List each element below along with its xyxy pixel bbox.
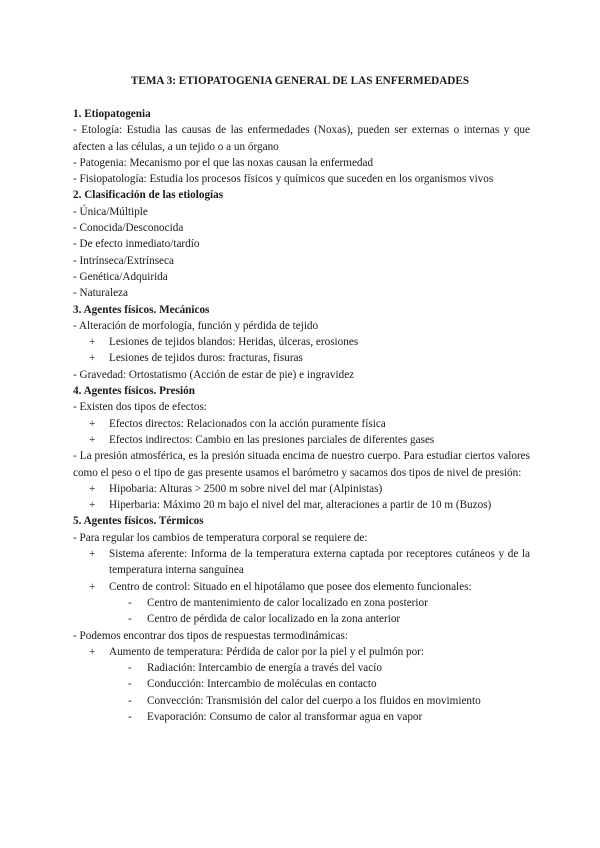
paragraph: - Intrínseca/Extrínseca	[73, 254, 174, 267]
plus-bullet-icon: +	[89, 499, 96, 512]
sub-bullet-item	[73, 709, 530, 725]
bullet-text: Centro de pérdida de calor localizado en la zona anterior	[147, 613, 401, 626]
bullet-text: Hiperbaria: Máximo 20 m bajo el nivel del mar, alteraciones a partir de 10 m (Buzos)	[109, 499, 492, 512]
bullet-item	[73, 644, 530, 660]
bullet-item	[73, 481, 530, 497]
bullet-text: Efectos directos: Relacionados con la acción puramente física	[109, 417, 386, 430]
paragraph: - Naturaleza	[73, 287, 128, 300]
section-heading: 1. Etiopatogenia	[73, 108, 151, 120]
bullet-text: Lesiones de tejidos blandos: Heridas, úlceras, erosiones	[109, 336, 359, 349]
sub-bullet-item	[73, 660, 530, 676]
bullet-item	[73, 546, 530, 579]
bullet-item	[73, 497, 530, 513]
bullet-text: Hipobaria: Alturas > 2500 m sobre nivel del mar (Alpinistas)	[109, 482, 383, 495]
bullet-item	[73, 432, 530, 448]
document-body	[73, 106, 530, 725]
plus-bullet-icon: +	[89, 645, 96, 658]
paragraph: - De efecto inmediato/tardío	[73, 238, 200, 251]
bullet-item	[73, 416, 530, 432]
bullet-item	[73, 579, 530, 595]
dash-bullet-icon: -	[128, 596, 132, 609]
sub-bullet-item	[73, 611, 530, 627]
paragraph: - Única/Múltiple	[73, 205, 148, 218]
paragraph: - Fisiopatología: Estudia los procesos físicos y químicos que suceden en los organismos vivos	[73, 173, 494, 186]
bullet-text: Evaporación: Consumo de calor al transformar agua en vapor	[147, 710, 423, 723]
paragraph: - Existen dos tipos de efectos:	[73, 401, 207, 414]
bullet-text: Centro de mantenimiento de calor localizado en zona posterior	[147, 596, 428, 609]
paragraph: - Podemos encontrar dos tipos de respuestas termodinámicas:	[73, 629, 348, 642]
bullet-text: Lesiones de tejidos duros: fracturas, fisuras	[109, 352, 303, 365]
dash-bullet-icon: -	[128, 694, 132, 707]
dash-bullet-icon: -	[128, 678, 132, 691]
paragraph: - Genética/Adquirida	[73, 270, 168, 283]
sub-bullet-item	[73, 676, 530, 692]
plus-bullet-icon: +	[89, 580, 96, 593]
paragraph: - La presión atmosférica, es la presión situada encima de nuestro cuerpo. Para estudiar ciertos valores como el peso o el tipo de gas presente usamos el barómetro y sacamos dos tipos de nivel de presión:	[73, 450, 530, 479]
bullet-text: Radiación: Intercambio de energía a través del vacío	[147, 662, 382, 675]
paragraph: - Patogenia: Mecanismo por el que las noxas causan la enfermedad	[73, 156, 374, 169]
dash-bullet-icon: -	[128, 613, 132, 626]
paragraph: - Etología: Estudia las causas de las enfermedades (Noxas), pueden ser externas o internas y que afecten a las células, a un tejido o a un órgano	[73, 124, 530, 153]
plus-bullet-icon: +	[89, 548, 96, 561]
section-heading: 3. Agentes físicos. Mecánicos	[73, 303, 210, 316]
dash-bullet-icon: -	[128, 662, 132, 675]
bullet-item	[73, 350, 530, 366]
paragraph: - Alteración de morfología, función y pérdida de tejido	[73, 319, 319, 332]
plus-bullet-icon: +	[89, 433, 96, 446]
section-heading: 4. Agentes físicos. Presión	[73, 385, 195, 398]
plus-bullet-icon: +	[89, 352, 96, 365]
paragraph: - Para regular los cambios de temperatura corporal se requiere de:	[73, 531, 368, 544]
document-title: TEMA 3: ETIOPATOGENIA GENERAL DE LAS ENFERMEDADES	[130, 75, 470, 87]
bullet-text: Efectos indirectos: Cambio en las presiones parciales de diferentes gases	[109, 433, 435, 446]
bullet-text: Aumento de temperatura: Pérdida de calor por la piel y el pulmón por:	[109, 645, 425, 658]
bullet-item	[73, 334, 530, 350]
section-heading: 2. Clasificación de las etiologías	[73, 189, 224, 202]
bullet-text: Sistema aferente: Informa de la temperatura externa captada por receptores cutáneos y de la temperatura interna sanguínea	[109, 548, 530, 577]
paragraph: - Gravedad: Ortostatismo (Acción de estar de pie) e ingravidez	[73, 368, 355, 381]
bullet-text: Centro de control: Situado en el hipotálamo que posee dos elemento funcionales:	[109, 580, 472, 593]
sub-bullet-item	[73, 693, 530, 709]
plus-bullet-icon: +	[89, 417, 96, 430]
dash-bullet-icon: -	[128, 710, 132, 723]
bullet-text: Conducción: Intercambio de moléculas en contacto	[147, 678, 377, 691]
plus-bullet-icon: +	[89, 336, 96, 349]
sub-bullet-item	[73, 595, 530, 611]
bullet-text: Convección: Transmisión del calor del cuerpo a los fluidos en movimiento	[147, 694, 481, 707]
paragraph: - Conocida/Desconocida	[73, 222, 184, 235]
section-heading: 5. Agentes físicos. Térmicos	[73, 515, 204, 528]
plus-bullet-icon: +	[89, 482, 96, 495]
